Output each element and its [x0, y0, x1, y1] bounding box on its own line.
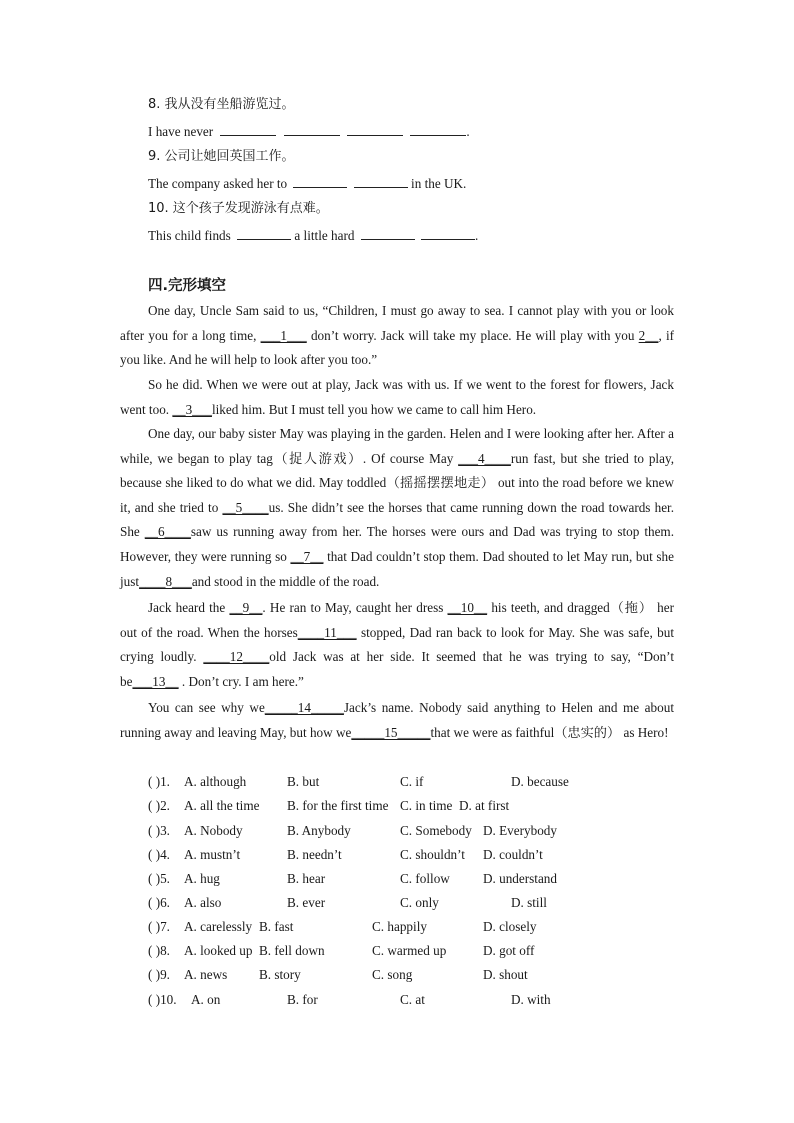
passage-text: that we were as faithful（忠实的） as Hero! — [430, 724, 669, 740]
translation-prompt-9: 9. 公司让她回英国工作。 — [148, 149, 295, 164]
gap-1[interactable]: ___1___ — [260, 327, 307, 343]
option-b[interactable]: B. fast — [259, 919, 294, 934]
option-a[interactable]: A. news — [184, 967, 228, 982]
option-a[interactable]: A. all the time — [184, 798, 260, 813]
gap-12[interactable]: ____12____ — [203, 649, 270, 665]
answer-paren[interactable]: ( )4. — [148, 847, 170, 862]
passage-text: don’t worry. Jack will take my place. He will play with you — [306, 327, 639, 343]
gap-7[interactable]: __7__ — [290, 548, 324, 564]
passage-text: Jack heard the — [148, 600, 230, 615]
passage-text: So he did. When we were out at play, Jack was with us. If we went to the forest for flowers, Jack went too. — [120, 377, 674, 417]
gap-2[interactable]: 2__ — [638, 327, 659, 343]
sentence-text: in the UK. — [411, 176, 467, 191]
option-c[interactable]: C. song — [372, 967, 413, 982]
option-a[interactable]: A. Nobody — [184, 823, 243, 838]
option-b[interactable]: B. for — [287, 992, 318, 1007]
option-b[interactable]: B. but — [287, 774, 320, 789]
passage-text: us. She didn’t see the horses that came running down the road towards her. She — [120, 499, 675, 540]
passage-text: stopped, Dad ran back to look for May. She was safe, but crying loudly. — [120, 624, 675, 665]
passage-text: run fast, but she tried to play, because she liked to do what we did. May toddled（摇摇摆摆地走） out into the road before we knew it, and she tried to — [120, 450, 674, 515]
answer-paren[interactable]: ( )5. — [148, 871, 170, 886]
passage-paragraph-2 — [120, 373, 674, 422]
option-c[interactable]: C. in time — [400, 798, 453, 813]
gap-8[interactable]: ____8___ — [139, 573, 192, 589]
option-c[interactable]: C. only — [400, 895, 439, 910]
gap-9[interactable]: __9__ — [229, 600, 263, 615]
option-c[interactable]: C. if — [400, 774, 424, 789]
option-d[interactable]: D. couldn’t — [483, 847, 543, 862]
answer-paren[interactable]: ( )8. — [148, 943, 170, 958]
passage-text: liked him. But I must tell you how we came to call him Hero. — [211, 401, 537, 417]
option-c[interactable]: C. Somebody — [400, 823, 472, 838]
option-d[interactable]: D. Everybody — [483, 823, 557, 838]
option-d[interactable]: D. got off — [483, 943, 535, 958]
passage-paragraph-5 — [120, 696, 674, 745]
answer-blank[interactable] — [347, 122, 403, 136]
gap-3[interactable]: __3___ — [172, 401, 212, 417]
option-d[interactable]: D. because — [511, 774, 569, 789]
passage-text: that Dad couldn’t stop them. Dad shouted to let May run, but she just — [120, 548, 674, 589]
passage-text: . He ran to May, caught her dress — [262, 600, 448, 615]
gap-15[interactable]: _____15_____ — [351, 724, 431, 740]
answer-paren[interactable]: ( )10. — [148, 992, 177, 1007]
option-b[interactable]: B. ever — [287, 895, 326, 910]
answer-paren[interactable]: ( )7. — [148, 919, 170, 934]
option-b[interactable]: B. for the first time — [287, 798, 389, 813]
answer-paren[interactable]: ( )2. — [148, 798, 170, 813]
answer-paren[interactable]: ( )3. — [148, 823, 170, 838]
translation-prompt-8: 8. 我从没有坐船游览过。 — [148, 97, 295, 112]
gap-14[interactable]: _____14_____ — [264, 700, 344, 715]
option-a[interactable]: A. carelessly — [184, 919, 253, 934]
sentence-text: . — [475, 228, 479, 243]
answer-blank[interactable] — [421, 226, 475, 240]
passage-text: You can see why we — [148, 700, 265, 715]
answer-blank[interactable] — [410, 122, 466, 136]
option-b[interactable]: B. hear — [287, 871, 326, 886]
gap-4[interactable]: ___4____ — [458, 450, 511, 466]
passage-text: saw us running away from her. The horses were ours and Dad was trying to stop them. However, they were running so — [120, 524, 674, 564]
answer-blank[interactable] — [220, 122, 276, 136]
passage-paragraph-3 — [120, 422, 674, 594]
option-c[interactable]: C. follow — [400, 871, 450, 886]
sentence-text: This child finds — [148, 228, 231, 243]
option-d[interactable]: D. shout — [483, 967, 528, 982]
answer-blank[interactable] — [284, 122, 340, 136]
option-d[interactable]: D. still — [511, 895, 547, 910]
answer-blank[interactable] — [237, 226, 291, 240]
gap-10[interactable]: __10__ — [447, 600, 488, 615]
option-b[interactable]: B. fell down — [259, 943, 325, 958]
answer-blank[interactable] — [293, 174, 347, 188]
option-a[interactable]: A. hug — [184, 871, 220, 886]
option-b[interactable]: B. story — [259, 967, 301, 982]
option-a[interactable]: A. looked up — [184, 943, 253, 958]
passage-text: One day, our baby sister May was playing in the garden. Helen and I were looking after her. After a while, we began to play tag（捉人游戏）. Of course May — [120, 426, 674, 466]
option-b[interactable]: B. needn’t — [287, 847, 342, 862]
option-c[interactable]: C. shouldn’t — [400, 847, 465, 862]
translation-prompt-10: 10. 这个孩子发现游泳有点难。 — [148, 201, 329, 216]
option-a[interactable]: A. although — [184, 774, 247, 789]
gap-6[interactable]: __6____ — [144, 524, 191, 540]
gap-11[interactable]: ____11___ — [297, 624, 357, 640]
passage-text: old Jack was at her side. It seemed that he was trying to say, “Don’t be — [120, 649, 674, 689]
translation-sentence-8 — [148, 122, 470, 141]
sentence-text: The company asked her to — [148, 176, 288, 191]
answer-paren[interactable]: ( )6. — [148, 895, 170, 910]
answer-paren[interactable]: ( )9. — [148, 967, 170, 982]
sentence-text: . — [466, 124, 470, 139]
passage-text: , if you like. And he will help to look after you too.” — [120, 327, 674, 368]
passage-paragraph-4 — [120, 596, 674, 694]
option-a[interactable]: A. on — [191, 992, 221, 1007]
option-a[interactable]: A. also — [184, 895, 222, 910]
passage-paragraph-1 — [120, 299, 674, 373]
option-c[interactable]: C. happily — [372, 919, 427, 934]
translation-sentence-9 — [148, 174, 466, 193]
sentence-text: a little hard — [294, 228, 355, 243]
answer-blank[interactable] — [361, 226, 415, 240]
gap-5[interactable]: __5____ — [222, 499, 269, 515]
passage-text: Jack’s name. Nobody said anything to Helen and me about running away and leaving May, but how we — [120, 700, 674, 740]
option-d[interactable]: D. closely — [483, 919, 537, 934]
gap-13[interactable]: ___13__ — [132, 673, 179, 689]
option-d[interactable]: D. at first — [459, 798, 510, 813]
sentence-text: I have never — [148, 124, 214, 139]
option-c[interactable]: C. warmed up — [372, 943, 447, 958]
passage-text: . Don’t cry. I am here.” — [178, 673, 304, 689]
passage-text: his teeth, and dragged（拖） her out of the road. When the horses — [120, 600, 674, 640]
answer-blank[interactable] — [354, 174, 408, 188]
answer-paren[interactable]: ( )1. — [148, 774, 170, 789]
option-a[interactable]: A. mustn’t — [184, 847, 241, 862]
passage-text: One day, Uncle Sam said to us, “Children, I must go away to sea. I cannot play with you or look after you for a long time, — [120, 303, 674, 343]
option-d[interactable]: D. with — [511, 992, 551, 1007]
passage-text: and stood in the middle of the road. — [191, 573, 380, 589]
option-c[interactable]: C. at — [400, 992, 425, 1007]
option-b[interactable]: B. Anybody — [287, 823, 351, 838]
option-d[interactable]: D. understand — [483, 871, 557, 886]
translation-sentence-10 — [148, 226, 478, 245]
section-title: 四.完形填空 — [148, 278, 227, 294]
